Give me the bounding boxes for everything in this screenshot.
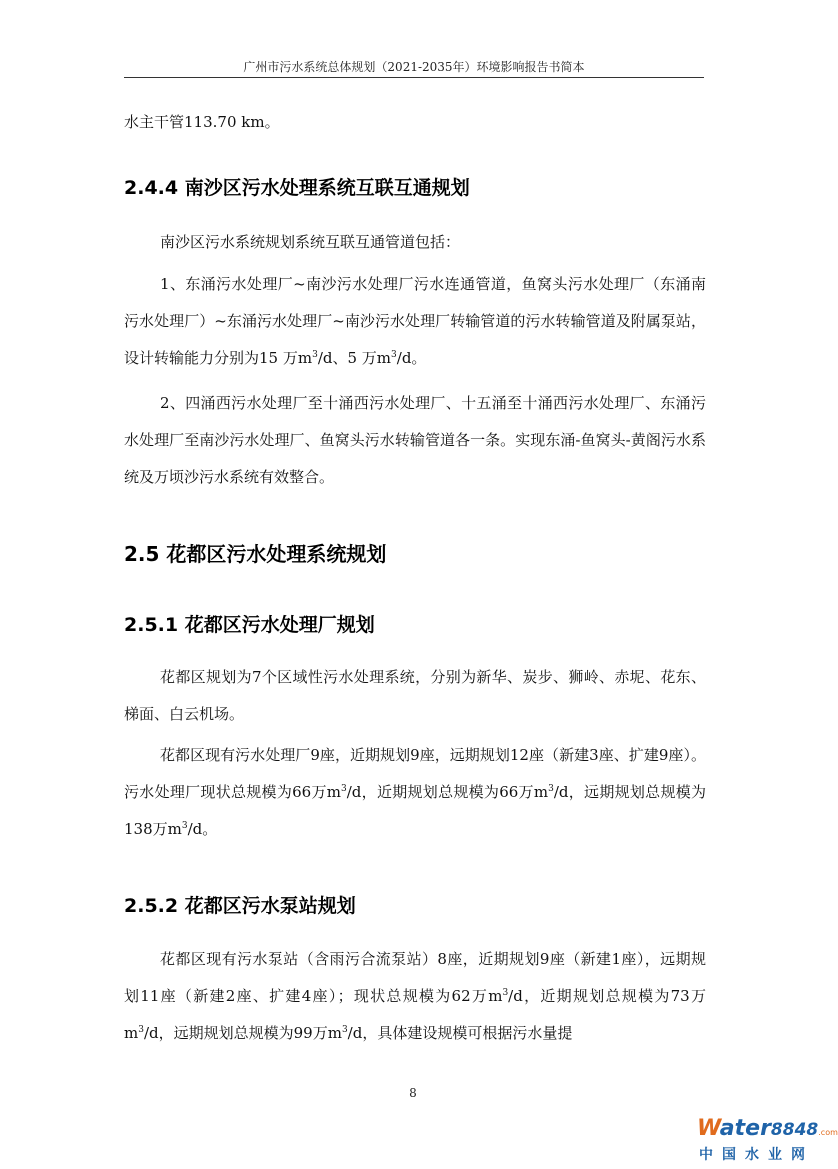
paragraph-2-5-1-a: 花都区规划为7个区域性污水处理系统，分别为新华、炭步、狮岭、赤坭、花东、梯面、白云机场。	[124, 668, 706, 723]
paragraph-2-5-1-b	[124, 737, 706, 848]
watermark-domain: .com	[818, 1128, 838, 1137]
heading-2-5-2: 2.5.2 花都区污水泵站规划	[124, 895, 356, 917]
superscript: 3	[548, 784, 554, 794]
paragraph-2-4-4-intro: 南沙区污水系统规划系统互联互通管道包括：	[160, 233, 461, 251]
paragraph-2-5-2	[124, 941, 706, 1052]
running-header: 广州市污水系统总体规划（2021-2035年）环境影响报告书简本	[243, 60, 585, 74]
watermark-ater: ater	[719, 1116, 771, 1141]
paragraph-2-4-4-item1	[124, 266, 706, 377]
watermark-w: W	[697, 1116, 720, 1141]
text-run: 1、东涌污水处理厂~南沙污水处理厂污水连通管道，鱼窝头污水处理厂（东涌南污水处理厂）~东涌污水处理厂~南沙污水处理厂转输管道的污水转输管道及附属泵站，设计转输能力分别为15 万m	[124, 275, 706, 367]
carry-over-line: 水主干管113.70 km。	[124, 113, 280, 131]
superscript: 3	[138, 1025, 144, 1035]
superscript: 3	[341, 1025, 348, 1035]
watermark-cn-name: 中国水业网	[699, 1147, 814, 1163]
paragraph-2-4-4-item2: 2、四涌西污水处理厂至十涌西污水处理厂、十五涌至十涌西污水处理厂、东涌污水处理厂至南沙污水处理厂、鱼窝头污水转输管道各一条。实现东涌-鱼窝头-黄阁污水系统及万顷沙污水系统有效整合。	[124, 394, 706, 486]
superscript: 3	[391, 350, 397, 360]
watermark-number: 8848	[770, 1120, 819, 1140]
page-number: 8	[409, 1086, 417, 1100]
header-rule	[124, 77, 704, 78]
watermark-wordmark	[697, 1117, 838, 1145]
text-run: /d，具体建设规模可根据污水量提	[347, 1024, 573, 1042]
heading-2-5-1: 2.5.1 花都区污水处理厂规划	[124, 614, 375, 636]
text-run: 花都区现有污水处理厂9座，近期规划9座，远期规划12座（新建3座、扩建9座）。污水处理厂现状总规模为66万m	[124, 746, 706, 801]
watermark-logo	[697, 1116, 838, 1163]
heading-2-4-4: 2.4.4 南沙区污水处理系统互联互通规划	[124, 177, 470, 199]
superscript: 3	[502, 988, 509, 998]
superscript: 3	[181, 821, 188, 831]
heading-2-5: 2.5 花都区污水处理系统规划	[124, 542, 387, 566]
text-run: /d，近期规划总规模为73万m	[124, 987, 706, 1042]
text-run: /d、5 万m	[317, 349, 392, 367]
text-run: /d，远期规划总规模为99万m	[143, 1024, 342, 1042]
text-run: /d，远期规划总规模为138万m	[124, 783, 707, 838]
superscript: 3	[340, 784, 347, 794]
text-run: /d，近期规划总规模为66万m	[346, 783, 549, 801]
superscript: 3	[312, 350, 318, 360]
text-run: /d。	[396, 349, 427, 367]
text-run: 花都区现有污水泵站（含雨污合流泵站）8座，近期规划9座（新建1座），远期规划11座（新建2座、扩建4座）；现状总规模为62万m	[124, 950, 706, 1005]
text-run: /d。	[187, 820, 218, 838]
